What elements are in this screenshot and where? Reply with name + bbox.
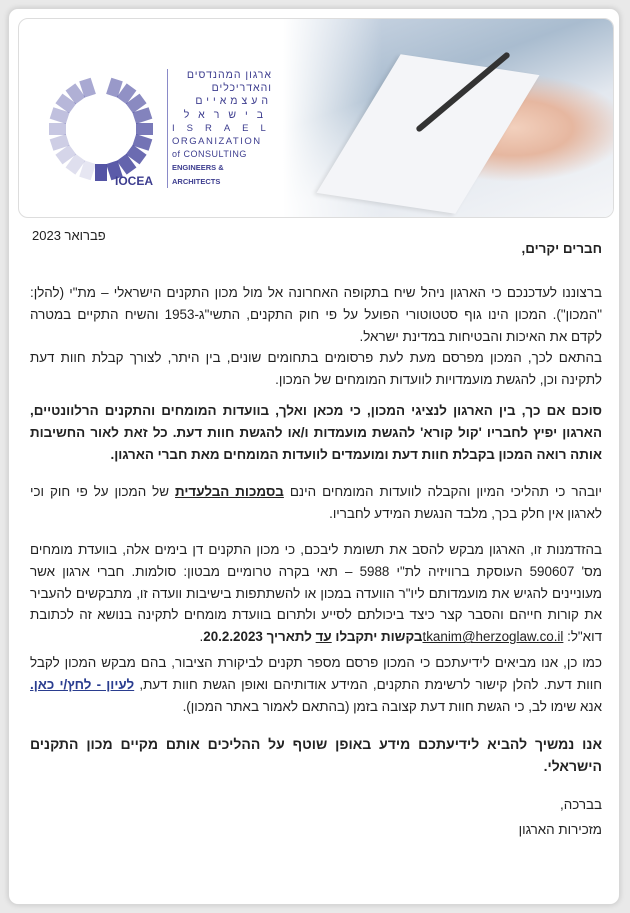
deadline-until: עד: [315, 629, 332, 645]
emphasis: בסמכות הבלעדית: [175, 484, 284, 499]
paragraph-authority: [30, 481, 602, 525]
logo-en-line: of CONSULTING: [172, 149, 247, 160]
signoff: [30, 794, 602, 841]
letter-date: פברואר 2023: [32, 228, 106, 243]
logo-he-line: והאדריכלים: [211, 82, 272, 95]
logo-ring-segment: [95, 164, 107, 181]
paragraph-committee: [30, 539, 602, 648]
paragraph-agreement: [30, 400, 602, 465]
logo-en-line: ORGANIZATION: [172, 136, 262, 148]
clipboard-photo: [283, 19, 613, 217]
paragraph-text: ברצוננו לעדכנכם כי הארגון ניהל שיח בתקופה האחרונה אל מול מכון התקנים הישראלי – מת"י (להלן: "המכון"). המכון הינו גוף סטטוטורי הפועל על פי חוק התקנים, התשי"ג-1953 והשיח התקיים במטרה לקדם את האיכות והבטיחות במדינת ישראל.: [30, 285, 602, 344]
logo-ring-segment: [49, 123, 66, 135]
paper-image: [317, 54, 540, 214]
text: כמו כן, אנו מביאים לידיעתכם כי המכון פרסם מספר תקנים לביקורת הציבור, בהם מבקש המכון לקבל חוות דעת. להלן קישור לרשימת התקנים, המידע אודותיהם ואופן הגשת חוות דעת,: [30, 655, 603, 692]
signature-text: מזכירות הארגון: [518, 821, 602, 837]
logo-text: [167, 69, 278, 188]
header-banner: [18, 18, 614, 218]
logo-he-line: בישראל: [183, 108, 272, 121]
deadline-date: לתאריך 20.2.2023: [203, 629, 316, 645]
text: יובהר כי תהליכי המיון והקבלה לוועדות המומחים הינם: [283, 484, 602, 499]
logo-en-line: ISRAEL: [172, 122, 278, 134]
text: של המכון על פי חוק וכי לארגון אין חלק בכך, מלבד הנגשת המידע לחבריו.: [30, 484, 602, 521]
paragraph-standards: [30, 652, 602, 717]
text: .: [199, 629, 204, 645]
paragraph-text: בהתאם לכך, המכון מפרסם מעת לעת פרסומים בתחומים שונים, בין היתר, לצורך קבלת חוות דעת לתקינה וכן, להגשת מועמדויות לוועדות המומחים של המכון.: [30, 350, 602, 388]
logo-en-line: ENGINEERS & ARCHITECTS: [172, 163, 224, 186]
paragraph-intro: [30, 282, 602, 391]
email-link[interactable]: tkanim@herzoglaw.co.il: [422, 629, 564, 645]
greeting-text: חברים יקרים,: [521, 241, 602, 256]
text: אנא שימו לב, כי הגשת חוות דעת קצובה בזמן (בהתאם לאמור באתר המכון).: [182, 698, 602, 714]
text: בהזדמנות זו, הארגון מבקש להסב את תשומת ליבכם, כי מכון התקנים דן בימים אלה, בוועדת מומחים מס' 590607 העוסקת ברוויזיה לת"י 5988 – תאי בקרה טרומיים מבטון: סולמות. חברי ארגון אשר מעוניינים להגיש את מועמדותם ליו"ר הוועדה במכון או להשתתפות בישיבות וועדה זו, מתבקשים להעביר את קורות חייהם והסבר קצר כיצד ביכולתם לסייע ולתרום בוועדת מומחים לתקינה בנושא זה לכתובת דוא"ל:: [30, 542, 602, 645]
closing-text: אנו נמשיך להביא לידיעתכם מידע באופן שוטף על ההליכים אותם מקיים מכון התקנים הישראלי.: [30, 736, 602, 774]
logo-he-line: ארגון המהנדסים: [186, 69, 272, 81]
paragraph-closing: [30, 734, 602, 778]
logo-ring-icon: [41, 69, 161, 189]
logo-ring-segment: [136, 123, 153, 135]
paragraph-text: סוכם אם כך, בין הארגון לנציגי המכון, כי מכאן ואלך, בוועדות המומחים והתקנים הרלוונטיים, הארגון יפיץ לחבריו 'קול קורא' להגשת מועמדות ו/או להגשת חוות דעת. כל זאת לאור החשיבות אותה רואה המכון בקבלת חוות דעת ומועמדים לוועדות המומחים מאת חברי הארגון.: [30, 403, 602, 462]
logo-he-line: העצמאיים: [195, 95, 272, 108]
deadline-text: בקשות יתקבלו: [331, 629, 423, 645]
standards-link[interactable]: לעיון - לחץ/י כאן.: [30, 676, 135, 692]
greeting: [30, 238, 602, 260]
logo-acronym: IOCEA: [115, 174, 154, 188]
signoff-text: בברכה,: [559, 797, 602, 812]
